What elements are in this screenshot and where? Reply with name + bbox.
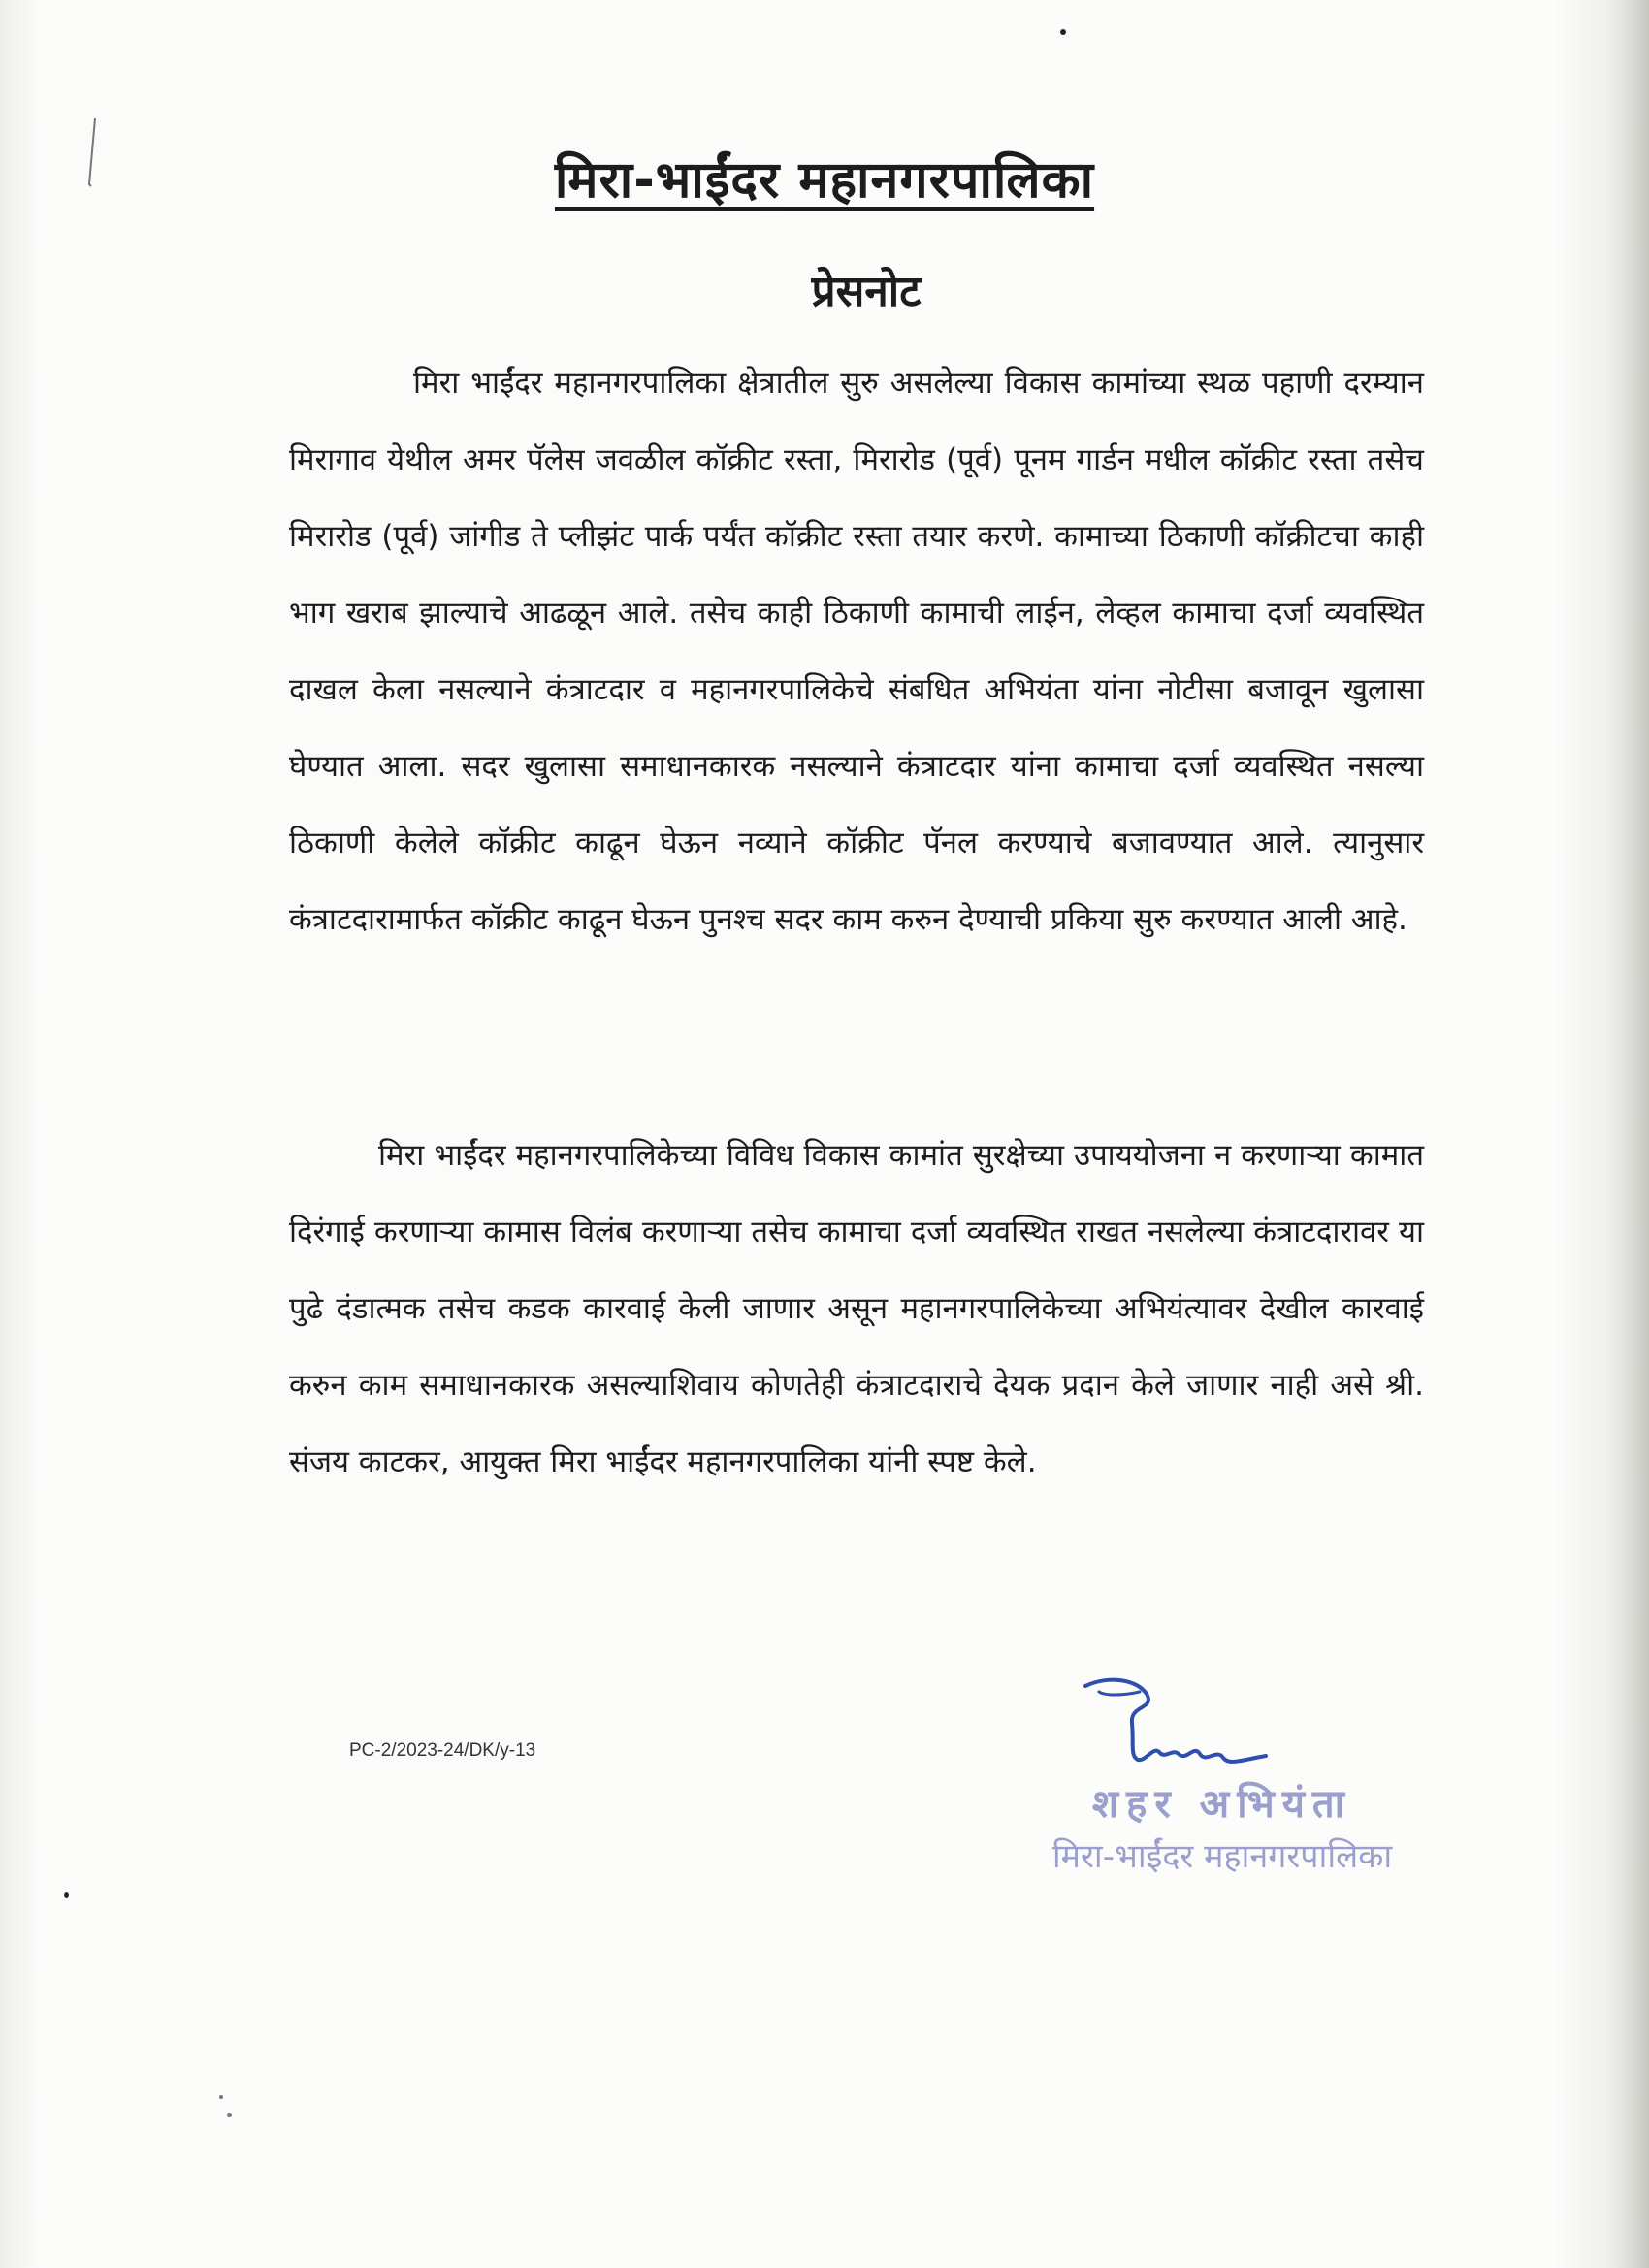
signature-icon	[1072, 1667, 1285, 1783]
scan-speck	[227, 2113, 232, 2117]
body-paragraph-1: मिरा भाईंदर महानगरपालिका क्षेत्रातील सुरु असलेल्या विकास कामांच्या स्थळ पहाणी दरम्यान मिरागाव येथील अमर पॅलेस जवळील कॉक्रीट रस्ता, मिरारोड (पूर्व) पूनम गार्डन मधील कॉक्रीट रस्ता तसेच मिरारोड (पूर्व) जांगीड ते प्लीझंट पार्क पर्यंत कॉक्रीट रस्ता तयार करणे. कामाच्या ठिकाणी कॉक्रीटचा काही भाग खराब झाल्याचे आढळून आले. तसेच काही ठिकाणी कामाची लाईन, लेव्हल कामाचा दर्जा व्यवस्थित दाखल केला नसल्याने कंत्राटदार व महानगरपालिकेचे संबधित अभियंता यांना नोटीसा बजावून खुलासा घेण्यात आला. सदर खुलासा समाधानकारक नसल्याने कंत्राटदार यांना कामाचा दर्जा व्यवस्थित नसल्या ठिकाणी केलेले कॉक्रीट काढून घेऊन नव्याने कॉक्रीट पॅनल करण्याचे बजावण्यात आले. त्यानुसार कंत्राटदारामार्फत कॉक्रीट काढून घेऊन पुनश्च सदर काम करुन देण्याची प्रकिया सुरु करण्यात आली आहे.	[289, 366, 1424, 937]
reference-number: PC-2/2023-24/DK/y-13	[349, 1740, 536, 1761]
scan-speck	[1060, 29, 1066, 35]
scan-speck	[219, 2095, 223, 2099]
document-subtitle: प्रेसनोट	[811, 267, 922, 316]
document-title: मिरा-भाईंदर महानगरपालिका	[554, 151, 1095, 210]
stamp-title: शहर अभियंता	[1091, 1782, 1353, 1827]
official-stamp	[989, 1775, 1455, 1877]
body-paragraph-2: मिरा भाईंदर महानगरपालिकेच्या विविध विकास कामांत सुरक्षेच्या उपाययोजना न करणाऱ्या कामात दिरंगाई करणाऱ्या कामास विलंब करणाऱ्या तसेच कामाचा दर्जा व्यवस्थित राखत नसलेल्या कंत्राटदारावर या पुढे दंडात्मक तसेच कडक कारवाई केली जाणार असून महानगरपालिकेच्या अभियंत्यावर देखील कारवाई करुन काम समाधानकारक असल्याशिवाय कोणतेही कंत्राटदाराचे देयक प्रदान केले जाणार नाही असे श्री. संजय काटकर, आयुक्त मिरा भाईंदर महानगरपालिका यांनी स्पष्ट केले.	[289, 1138, 1424, 1479]
page-edge-shadow	[1610, 0, 1649, 2268]
stamp-organization: मिरा-भाईंदर महानगरपालिका	[1051, 1837, 1393, 1876]
scan-speck	[64, 1892, 69, 1898]
